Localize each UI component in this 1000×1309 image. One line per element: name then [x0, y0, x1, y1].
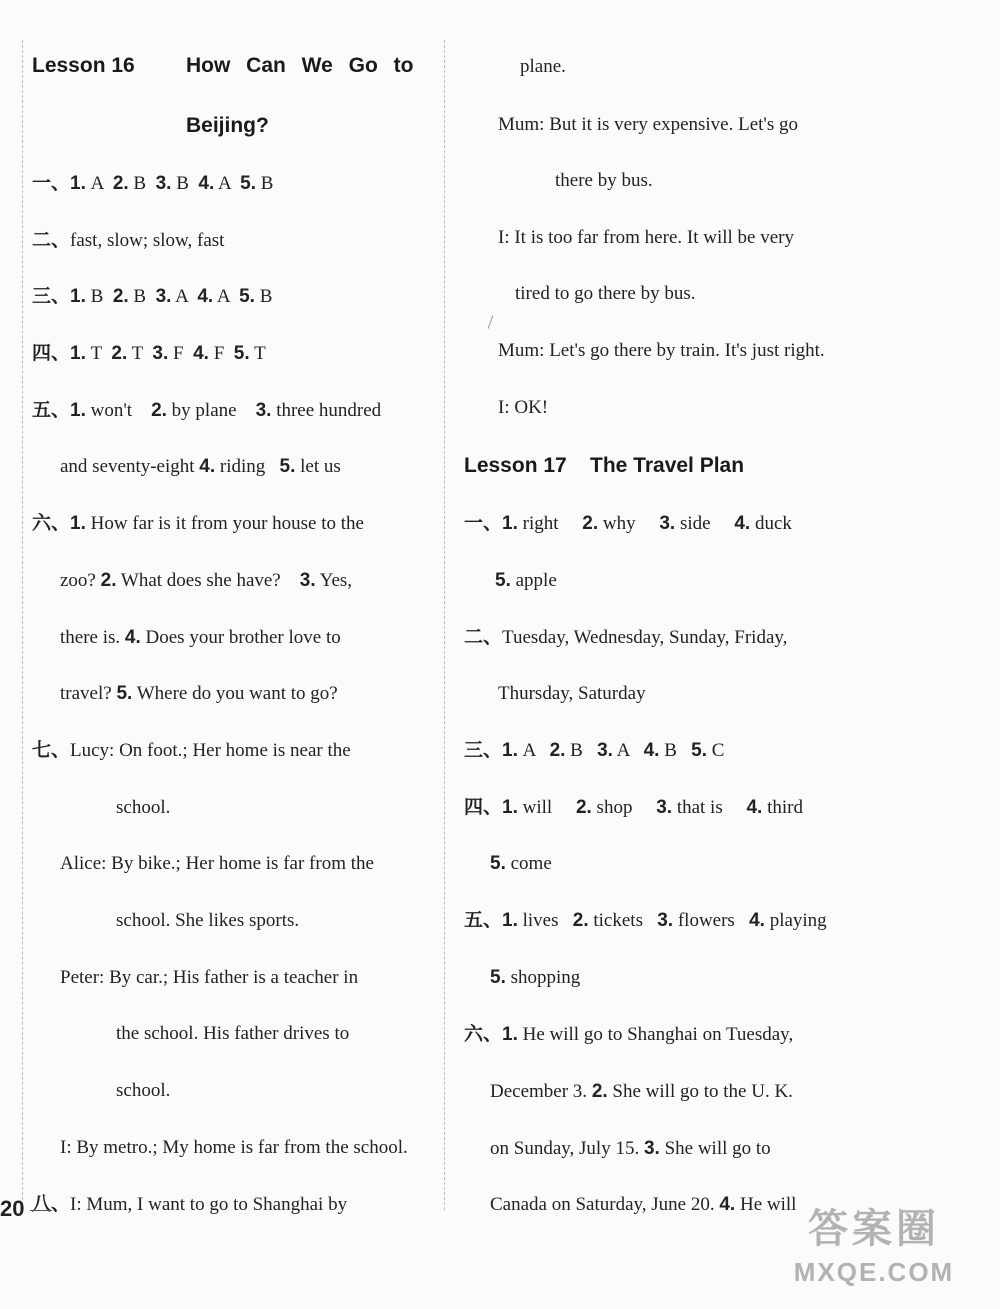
answer-text: zoo?: [60, 570, 101, 591]
item-number: 1.: [70, 286, 86, 307]
item-answer: Does your brother love to: [140, 627, 341, 648]
item-number: 1.: [502, 513, 518, 534]
item-answer: What does she have?: [116, 570, 300, 591]
item-number: 2.: [112, 286, 129, 307]
answer-text: December 3.: [490, 1081, 592, 1102]
section-number: 四、: [464, 797, 503, 818]
answer-line: [116, 1022, 349, 1046]
item-number: 2.: [582, 513, 599, 534]
lesson16-number: Lesson 16: [32, 54, 135, 77]
item-answer: A: [85, 173, 113, 194]
answer-line: [60, 455, 341, 479]
left-margin-rule: [22, 40, 23, 1210]
item-answer: Where do you want to go?: [132, 683, 338, 704]
answer-line: [495, 569, 557, 593]
item-number: 1.: [70, 400, 86, 421]
section-number: 一、: [32, 173, 71, 194]
answer-line: [490, 1080, 793, 1104]
lesson16-title-line1: How Can We Go to: [186, 54, 414, 77]
item-number: 4.: [746, 797, 763, 818]
answer-line: [32, 399, 381, 423]
item-number: 3.: [643, 1138, 660, 1159]
answer-line: [498, 226, 794, 250]
item-answer: F: [208, 343, 234, 364]
answer-text: Tuesday, Wednesday, Sunday, Friday,: [502, 627, 788, 648]
item-number: 2.: [572, 910, 589, 931]
answer-line: [32, 1193, 347, 1217]
item-answer: duck: [750, 513, 792, 534]
item-answer: She will go to: [659, 1138, 771, 1159]
item-number: 3.: [255, 400, 272, 421]
answer-text: Mum: Let's go there by train. It's just right.: [498, 340, 825, 361]
item-number: 5.: [279, 456, 296, 477]
section-number: 五、: [464, 910, 503, 931]
answer-text: and seventy-eight: [60, 456, 200, 477]
section-number: 三、: [32, 286, 71, 307]
item-answer: riding: [215, 456, 280, 477]
answer-line: [60, 626, 341, 650]
answer-line: [490, 852, 552, 876]
item-answer: side: [675, 513, 735, 534]
answer-line: [464, 1023, 793, 1047]
item-answer: A: [214, 173, 241, 194]
item-number: 5.: [116, 683, 133, 704]
answer-line: [116, 909, 299, 933]
item-number: 1.: [70, 343, 86, 364]
answer-line: [498, 339, 825, 363]
answer-text: tired to go there by bus.: [515, 283, 696, 304]
item-number: 2.: [111, 343, 128, 364]
watermark-bottom-text: MXQE.COM: [793, 1257, 955, 1287]
item-number: 5.: [495, 570, 511, 591]
item-answer: shop: [591, 797, 657, 818]
item-number: 1.: [502, 910, 518, 931]
answer-text: I: OK!: [498, 397, 549, 418]
item-answer: let us: [295, 456, 341, 477]
item-answer: apple: [510, 570, 557, 591]
item-answer: B: [256, 173, 274, 194]
item-number: 4.: [198, 173, 215, 194]
item-answer: playing: [764, 910, 827, 931]
section-number: 四、: [32, 343, 71, 364]
item-number: 4.: [124, 627, 141, 648]
item-answer: flowers: [673, 910, 750, 931]
column-divider: [444, 40, 445, 1210]
item-number: 5.: [240, 173, 256, 194]
answer-line: [60, 569, 352, 593]
answer-text: I: By metro.; My home is far from the school.: [60, 1137, 408, 1158]
answer-text: school.: [116, 1080, 171, 1101]
page-number: 20: [0, 1196, 25, 1221]
answer-line: [32, 172, 273, 196]
item-answer: She will go to the U. K.: [607, 1081, 793, 1102]
item-answer: He will go to Shanghai on Tuesday,: [517, 1024, 794, 1045]
section-number: 八、: [32, 1194, 71, 1215]
item-number: 1.: [502, 740, 518, 761]
item-number: 3.: [659, 513, 676, 534]
item-answer: three hundred: [271, 400, 382, 421]
item-number: 4.: [749, 910, 765, 931]
item-answer: that is: [672, 797, 747, 818]
section-number: 二、: [464, 627, 503, 648]
answer-text: the school. His father drives to: [116, 1023, 350, 1044]
item-answer: come: [505, 853, 552, 874]
item-number: 2.: [112, 173, 129, 194]
answer-text: Alice: By bike.; Her home is far from the: [60, 853, 374, 874]
answer-line: [515, 282, 695, 306]
answer-text: plane.: [520, 56, 566, 77]
item-answer: third: [762, 797, 803, 818]
answer-line: [555, 169, 653, 193]
item-number: 1.: [502, 797, 518, 818]
section-number: 三、: [464, 740, 503, 761]
item-number: 5.: [490, 853, 506, 874]
answer-line: [60, 682, 338, 706]
item-answer: B: [128, 286, 156, 307]
lesson16-title-line2: Beijing?: [186, 114, 269, 137]
answer-line: [60, 966, 358, 990]
lesson17-number: Lesson 17: [464, 454, 567, 477]
item-number: 3.: [155, 286, 172, 307]
answer-text: I: It is too far from here. It will be very: [498, 227, 794, 248]
answer-line: [464, 512, 792, 536]
item-answer: F: [168, 343, 194, 364]
item-number: 1.: [70, 173, 86, 194]
stray-mark: [488, 315, 494, 328]
item-answer: B: [128, 173, 156, 194]
item-answer: A: [171, 286, 198, 307]
item-number: 3.: [656, 797, 673, 818]
answer-line: [464, 739, 724, 763]
item-number: 2.: [575, 797, 592, 818]
item-answer: A: [517, 740, 550, 761]
item-number: 1.: [502, 1024, 518, 1045]
answer-text: Mum: But it is very expensive. Let's go: [498, 114, 799, 135]
answer-line: [490, 1193, 796, 1217]
answer-text: school. She likes sports.: [116, 910, 300, 931]
answer-text: I: Mum, I want to go to Shanghai by: [70, 1194, 348, 1215]
answer-line: [60, 1136, 408, 1160]
section-number: 六、: [32, 513, 71, 534]
answer-text: there by bus.: [555, 170, 653, 191]
answer-line: [490, 1137, 771, 1161]
item-number: 4.: [199, 456, 216, 477]
answer-text: on Sunday, July 15.: [490, 1138, 644, 1159]
lesson17-title: The Travel Plan: [590, 454, 745, 477]
section-number: 七、: [32, 740, 71, 761]
item-answer: shopping: [505, 967, 581, 988]
answer-text: Canada on Saturday, June 20.: [490, 1194, 720, 1215]
answer-text: Peter: By car.; His father is a teacher in: [60, 967, 359, 988]
item-answer: How far is it from your house to the: [85, 513, 364, 534]
item-answer: lives: [517, 910, 573, 931]
section-number: 六、: [464, 1024, 503, 1045]
answer-line: [464, 909, 827, 933]
answer-text: school.: [116, 797, 171, 818]
item-answer: He will: [735, 1194, 797, 1215]
item-answer: B: [565, 740, 598, 761]
item-answer: will: [517, 797, 576, 818]
item-answer: tickets: [588, 910, 658, 931]
item-number: 4.: [643, 740, 660, 761]
item-number: 1.: [70, 513, 86, 534]
answer-line: [32, 229, 224, 253]
item-number: 2.: [591, 1081, 608, 1102]
item-number: 5.: [691, 740, 707, 761]
item-answer: C: [707, 740, 725, 761]
item-number: 3.: [597, 740, 613, 761]
item-answer: right: [517, 513, 583, 534]
answer-text: fast, slow; slow, fast: [70, 230, 225, 251]
item-answer: B: [85, 286, 113, 307]
item-number: 5.: [490, 967, 506, 988]
item-answer: won't: [85, 400, 152, 421]
item-number: 5.: [239, 286, 255, 307]
item-answer: A: [612, 740, 644, 761]
item-number: 2.: [151, 400, 167, 421]
watermark-logo: [754, 1203, 994, 1301]
answer-line: [498, 396, 548, 420]
answer-line: [464, 626, 787, 650]
answer-line: [116, 796, 170, 820]
watermark-top-text: 答案圈: [808, 1206, 940, 1252]
item-answer: B: [171, 173, 199, 194]
section-number: 五、: [32, 400, 71, 421]
item-number: 4.: [197, 286, 214, 307]
answer-text: travel?: [60, 683, 117, 704]
answer-line: [520, 55, 566, 79]
item-answer: by plane: [166, 400, 256, 421]
item-number: 2.: [100, 570, 117, 591]
item-number: 2.: [549, 740, 566, 761]
answer-line: [498, 113, 798, 137]
section-number: 二、: [32, 230, 71, 251]
item-answer: why: [598, 513, 660, 534]
answer-line: [32, 285, 272, 309]
item-number: 3.: [155, 173, 172, 194]
item-number: 3.: [152, 343, 169, 364]
item-answer: T: [85, 343, 112, 364]
item-number: 4.: [193, 343, 209, 364]
answer-line: [60, 852, 374, 876]
answer-line: [32, 512, 364, 536]
item-number: 4.: [719, 1194, 736, 1215]
item-answer: Yes,: [315, 570, 353, 591]
answer-text: Lucy: On foot.; Her home is near the: [70, 740, 351, 761]
answer-line: [116, 1079, 170, 1103]
answer-text: Thursday, Saturday: [498, 683, 646, 704]
answer-text: there is.: [60, 627, 125, 648]
answer-line: [32, 342, 266, 366]
item-answer: T: [127, 343, 153, 364]
answer-line: [490, 966, 580, 990]
answer-line: [464, 796, 803, 820]
item-answer: B: [254, 286, 273, 307]
item-number: 3.: [657, 910, 674, 931]
page-number-rule: [30, 1210, 52, 1211]
item-answer: B: [659, 740, 692, 761]
answer-line: [32, 739, 351, 763]
section-number: 一、: [464, 513, 503, 534]
item-number: 3.: [299, 570, 316, 591]
item-answer: A: [213, 286, 240, 307]
item-answer: T: [249, 343, 266, 364]
item-number: 5.: [233, 343, 250, 364]
answer-line: [498, 682, 646, 706]
item-number: 4.: [734, 513, 751, 534]
